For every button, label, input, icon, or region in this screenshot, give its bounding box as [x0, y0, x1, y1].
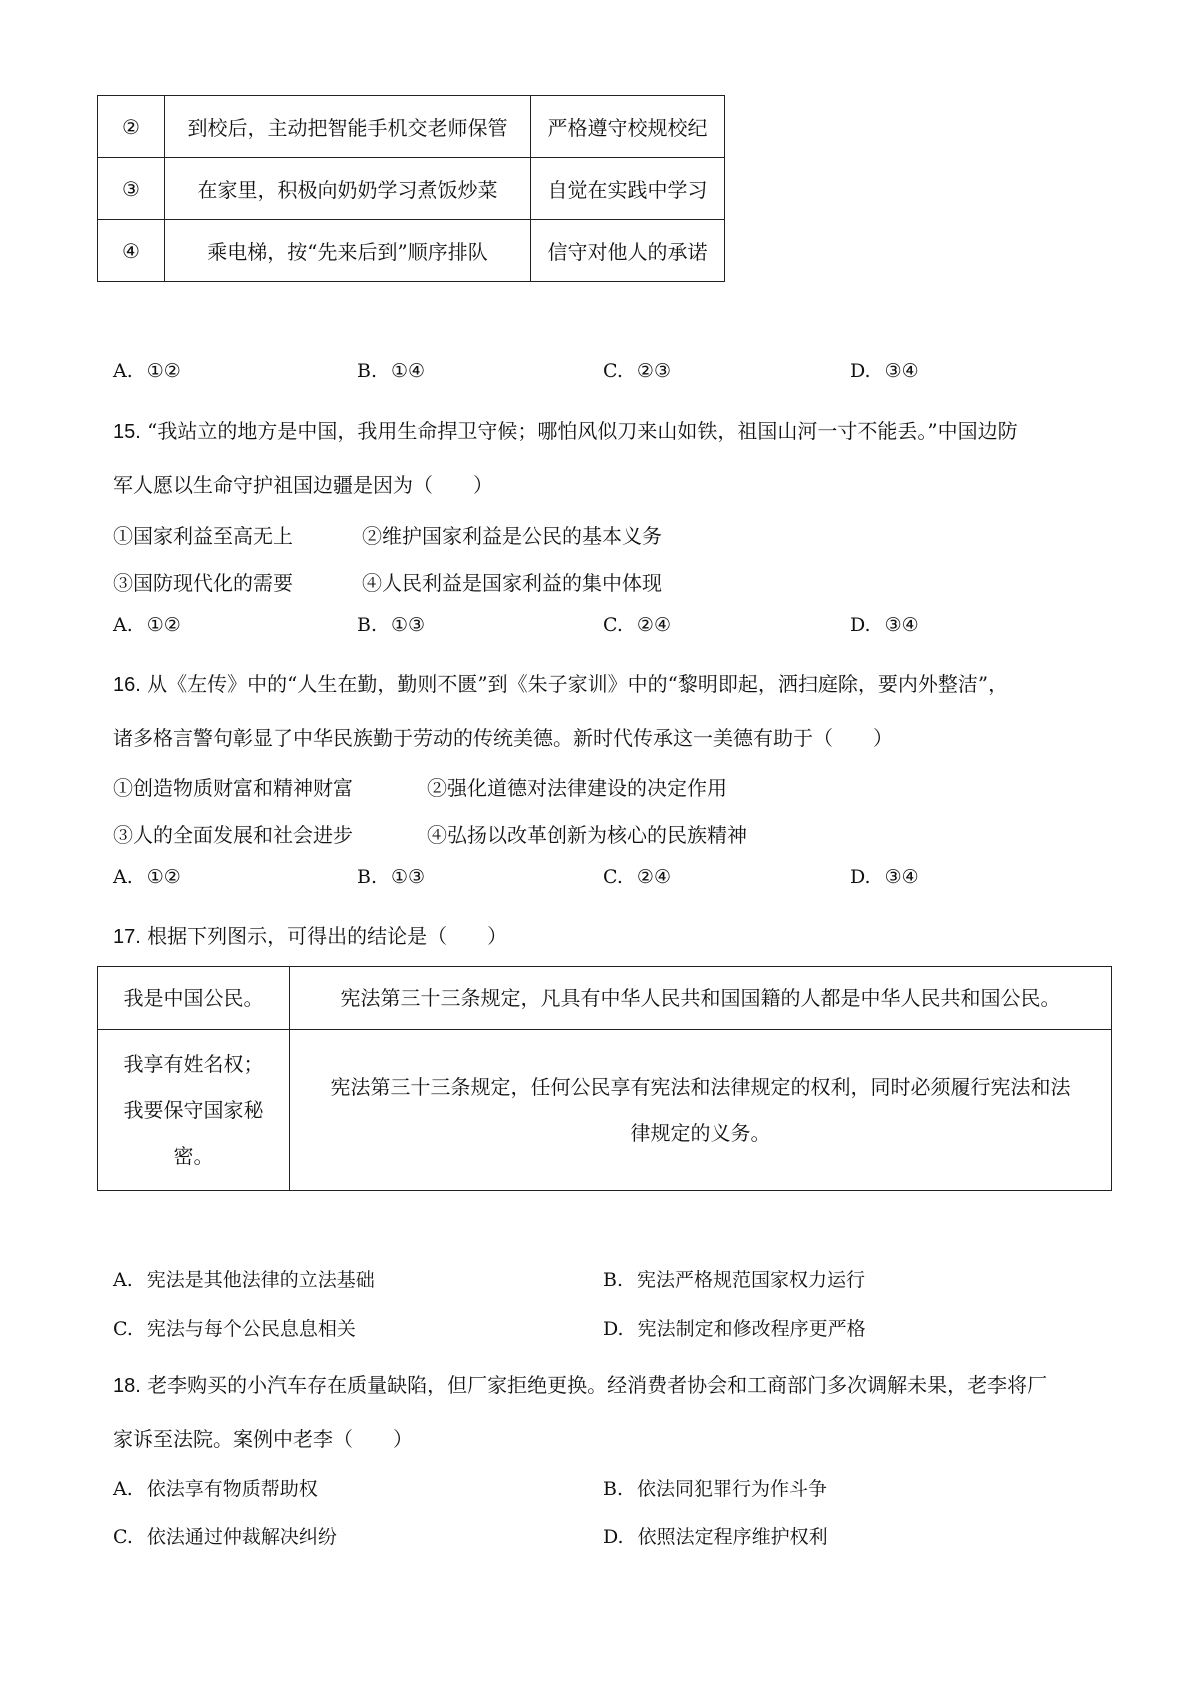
q17-option-d[interactable]: D. 宪法制定和修改程序更严格: [603, 1318, 866, 1340]
q16-statement-1: ①创造物质财富和精神财富: [113, 776, 353, 800]
q17-option-c[interactable]: C. 宪法与每个公民息息相关: [113, 1318, 356, 1340]
q14-option-c[interactable]: C. ②③: [603, 360, 671, 382]
table-cell-left: 我是中国公民。: [98, 967, 290, 1030]
q14-option-d[interactable]: D. ③④: [850, 360, 919, 382]
q14-table: [97, 95, 725, 282]
table-cell-act: 乘电梯，按“先来后到”顺序排队: [165, 220, 531, 282]
q17-option-b[interactable]: B. 宪法严格规范国家权力运行: [603, 1269, 866, 1291]
q18-option-b[interactable]: B. 依法同犯罪行为作斗争: [603, 1478, 828, 1500]
q15-option-d[interactable]: D. ③④: [850, 614, 919, 636]
table-row: [98, 1030, 1112, 1191]
table-row: [98, 220, 725, 282]
table-cell-act: 在家里，积极向奶奶学习煮饭炒菜: [165, 158, 531, 220]
q16-statement-2: ②强化道德对法律建设的决定作用: [427, 776, 727, 800]
cell-line: 宪法第三十三条规定，任何公民享有宪法和法律规定的权利，同时必须履行宪法和法: [330, 1075, 1071, 1099]
cell-line: 我享有姓名权；: [123, 1052, 264, 1076]
q16-option-b[interactable]: B. ①③: [357, 866, 426, 888]
q18-option-d[interactable]: D. 依照法定程序维护权利: [603, 1526, 828, 1548]
q16-option-a[interactable]: A. ①②: [113, 866, 181, 888]
q15-statement-1: ①国家利益至高无上: [113, 524, 293, 548]
cell-line: 我要保守国家秘: [123, 1098, 264, 1122]
cell-line: 密。: [173, 1144, 214, 1168]
table-cell-right: 宪法第三十三条规定，凡具有中华人民共和国国籍的人都是中华人民共和国公民。: [290, 967, 1112, 1030]
q15-stem-line1: 15. “我站立的地方是中国，我用生命捍卫守候；哪怕风似刀来山如铁，祖国山河一寸不能丢。”中国边防: [113, 419, 1018, 443]
q18-option-c[interactable]: C. 依法通过仲裁解决纠纷: [113, 1526, 337, 1548]
table-row: [98, 967, 1112, 1030]
table-cell-num: ④: [98, 220, 165, 282]
q15-option-c[interactable]: C. ②④: [603, 614, 671, 636]
table-cell-left: [98, 1030, 290, 1191]
table-cell-act: 到校后，主动把智能手机交老师保管: [165, 96, 531, 158]
q16-option-c[interactable]: C. ②④: [603, 866, 671, 888]
table-row: [98, 96, 725, 158]
q15-stem-line2: 军人愿以生命守护祖国边疆是因为（ ）: [113, 473, 493, 497]
cell-line: 律规定的义务。: [630, 1121, 771, 1145]
q17-table: [97, 966, 1112, 1191]
q16-statement-3: ③人的全面发展和社会进步: [113, 823, 353, 847]
table-cell-meaning: 信守对他人的承诺: [531, 220, 725, 282]
q18-stem-line2: 家诉至法院。案例中老李（ ）: [113, 1427, 413, 1451]
table-cell-num: ②: [98, 96, 165, 158]
q16-stem-line2: 诸多格言警句彰显了中华民族勤于劳动的传统美德。新时代传承这一美德有助于（ ）: [113, 726, 893, 750]
q15-option-a[interactable]: A. ①②: [113, 614, 181, 636]
q16-statement-4: ④弘扬以改革创新为核心的民族精神: [427, 823, 747, 847]
q15-option-b[interactable]: B. ①③: [357, 614, 426, 636]
q14-option-a[interactable]: A. ①②: [113, 360, 181, 382]
table-cell-right: [290, 1030, 1112, 1191]
q16-stem-line1: 16. 从《左传》中的“人生在勤，勤则不匮”到《朱子家训》中的“黎明即起，洒扫庭除，要内外整洁”，: [113, 672, 1009, 696]
q17-option-a[interactable]: A. 宪法是其他法律的立法基础: [113, 1269, 375, 1291]
table-cell-num: ③: [98, 158, 165, 220]
table-cell-meaning: 自觉在实践中学习: [531, 158, 725, 220]
q17-stem: 17. 根据下列图示，可得出的结论是（ ）: [113, 924, 508, 948]
q15-statement-2: ②维护国家利益是公民的基本义务: [362, 524, 662, 548]
q18-option-a[interactable]: A. 依法享有物质帮助权: [113, 1478, 318, 1500]
q14-option-b[interactable]: B. ①④: [357, 360, 426, 382]
q15-statement-3: ③国防现代化的需要: [113, 571, 293, 595]
q15-statement-4: ④人民利益是国家利益的集中体现: [362, 571, 662, 595]
q18-stem-line1: 18. 老李购买的小汽车存在质量缺陷，但厂家拒绝更换。经消费者协会和工商部门多次调解未果，老李将厂: [113, 1373, 1048, 1397]
table-row: [98, 158, 725, 220]
table-cell-meaning: 严格遵守校规校纪: [531, 96, 725, 158]
q16-option-d[interactable]: D. ③④: [850, 866, 919, 888]
